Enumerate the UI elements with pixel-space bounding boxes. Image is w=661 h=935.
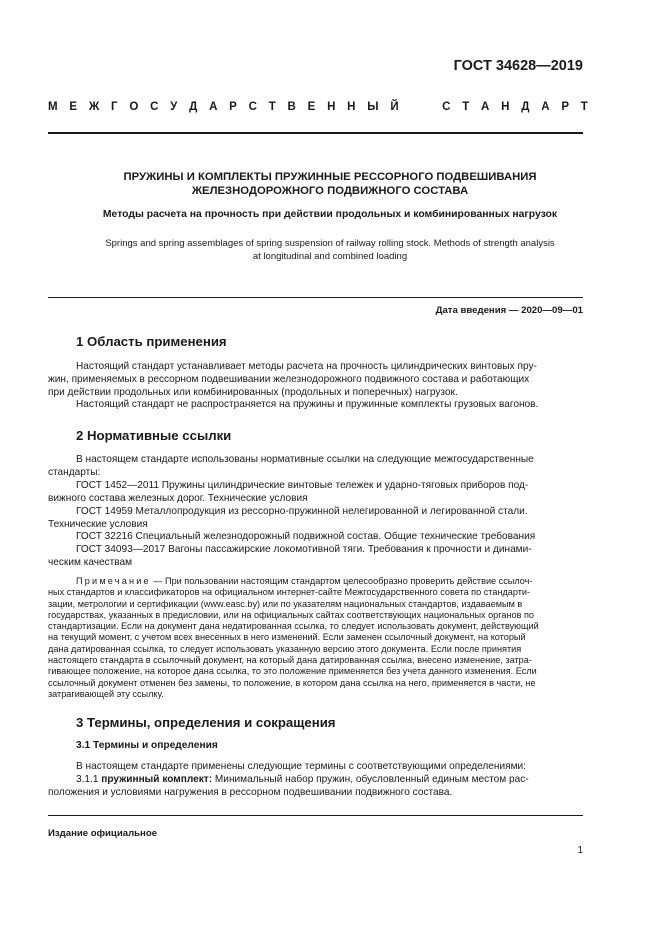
note-line: ных стандартов и классификаторов на официальном интернет-сайте Межгосударственного совета по стандарти-: [48, 587, 531, 598]
introduction-date: Дата введения — 2020—09—01: [435, 305, 583, 316]
banner-letter: Т: [462, 101, 470, 113]
banner-letter: А: [481, 101, 490, 113]
banner-letter: У: [170, 101, 178, 113]
banner-letter: М: [48, 101, 58, 113]
text-line: Настоящий стандарт устанавливает методы расчета на прочность цилиндрических винтовых пру-: [76, 361, 537, 372]
note-line: затрагивающей эту ссылку.: [48, 688, 164, 699]
text-line: В настоящем стандарте применены следующие термины с соответствующими определениями:: [76, 761, 526, 772]
section-1-paragraph-1: [48, 361, 583, 400]
footer-rule: [48, 815, 583, 816]
note-line: государствах, указанных в предисловии, или на официальных сайтах соответствующих национальных органов по: [48, 609, 534, 620]
banner-letter: С: [248, 101, 257, 113]
note-line: настоящего стандарта в ссылочный документ, на который дана датированная ссылка, внесено изменение, затра-: [48, 655, 532, 666]
banner-letter: Е: [307, 101, 316, 113]
banner-letter: Р: [561, 101, 569, 113]
note-line: дана датированная ссылка, то следует использовать указанную версию этого документа. Если после принятия: [48, 643, 522, 654]
note-label: Примечание: [76, 576, 151, 586]
page-number: 1: [577, 845, 583, 856]
reference-line: вижного состава железных дорог. Технические условия: [48, 492, 308, 504]
reference-line: ГОСТ 34093—2017 Вагоны пассажирские локомотивной тяги. Требования к прочности и динами-: [76, 544, 532, 556]
section-3-heading: 3 Термины, определения и сокращения: [76, 715, 336, 730]
reference-line: ческим качествам: [48, 557, 133, 569]
term-definition: положения и условиями нагружения в рессорном подвешивании подвижного состава.: [48, 786, 453, 798]
banner-letter: Д: [189, 101, 198, 113]
reference-line: Технические условия: [48, 518, 148, 530]
banner-letter: Ж: [88, 101, 100, 113]
banner-letter: Т: [268, 101, 276, 113]
banner-letter: Р: [229, 101, 237, 113]
section-2-heading: 2 Нормативные ссылки: [76, 428, 232, 443]
official-edition: Издание официальное: [48, 828, 158, 839]
banner-letter: Н: [327, 101, 336, 113]
title-rule: [48, 297, 583, 298]
banner-letter: В: [287, 101, 296, 113]
text-line: при действии продольных или комбинированных (продольных и поперечных) нагрузок.: [48, 386, 458, 398]
text-line: жин, применяемых в рессорном подвешивании железнодорожного подвижного состава и работающих: [48, 373, 530, 385]
note-line: на текущий момент, с учетом всех внесенных в него изменений. Если заменен ссылочный документ, на который: [48, 632, 526, 643]
term-name: пружинный комплект:: [101, 773, 213, 785]
banner-letter: Д: [521, 101, 530, 113]
note-line: — При пользовании настоящим стандартом целесообразно проверить действие ссылоч-: [150, 576, 533, 586]
section-1-paragraph-2: [48, 399, 583, 412]
note-line: зации, метрологии и сертификации (www.easc.by) или по указателям национальных стандартов, издаваемым в: [48, 598, 523, 609]
banner-letter: Н: [501, 101, 510, 113]
banner-letter: Е: [69, 101, 78, 113]
term-number: 3.1.1: [76, 773, 102, 785]
note-line: ссылочный документ отменен без замены, то положение, в котором дана ссылка на него, применяется в части, не: [48, 677, 536, 688]
banner-gap: [410, 101, 430, 113]
reference-note: [48, 576, 583, 700]
header-rule: [48, 132, 583, 134]
banner-letter: Ы: [367, 101, 379, 113]
text-line: Настоящий стандарт не распространяется на пружины и пружинные комплекты грузовых вагонов.: [76, 399, 539, 410]
document-title: [60, 170, 600, 198]
section-3-paragraph: [48, 761, 583, 800]
note-line: стандартизации. Если на документ дана недатированная ссылка, то следует использовать документ, действующий: [48, 621, 539, 632]
english-title-line: at longitudinal and combined loading: [252, 251, 408, 262]
banner-letter: Н: [347, 101, 356, 113]
title-line: ЖЕЛЕЗНОДОРОЖНОГО ПОДВИЖНОГО СОСТАВА: [191, 185, 469, 197]
banner-letter: О: [129, 101, 139, 113]
term-definition: Минимальный набор пружин, обусловленный единым местом рас-: [212, 773, 529, 785]
title-line: ПРУЖИНЫ И КОМПЛЕКТЫ ПРУЖИННЫЕ РЕССОРНОГО ПОДВЕШИВАНИЯ: [123, 171, 537, 183]
text-line: стандарты:: [48, 466, 101, 478]
english-title: [60, 237, 600, 263]
banner-letter: А: [541, 101, 550, 113]
standard-banner: [48, 101, 588, 113]
banner-letter: Т: [580, 101, 588, 113]
document-subtitle: Методы расчета на прочность при действии продольных и комбинированных нагрузок: [102, 209, 558, 220]
reference-line: ГОСТ 14959 Металлопродукция из рессорно-пружинной нелегированной и легированной стали.: [76, 505, 528, 517]
reference-line: ГОСТ 32216 Специальный железнодорожный подвижной состав. Общие технические требования: [76, 531, 536, 543]
text-line: В настоящем стандарте использованы нормативные ссылки на следующие межгосударственные: [76, 454, 534, 465]
section-1-heading: 1 Область применения: [76, 334, 227, 349]
doc-number: ГОСТ 34628—2019: [453, 58, 583, 74]
english-title-line: Springs and spring assemblages of spring suspension of railway rolling stock. Methods of strength analysis: [105, 238, 555, 249]
reference-line: ГОСТ 1452—2011 Пружины цилиндрические винтовые тележек и ударно-тяговых приборов под-: [76, 479, 529, 491]
section-2-references: [48, 454, 583, 570]
banner-letter: Г: [111, 101, 118, 113]
banner-letter: С: [442, 101, 451, 113]
banner-letter: А: [209, 101, 218, 113]
banner-letter: С: [150, 101, 159, 113]
section-3-1-heading: 3.1 Термины и определения: [76, 740, 218, 751]
note-line: гивающее положение, на которое дана ссылка, то это положение применяется без учета данного изменения. Если: [48, 666, 537, 677]
banner-letter: Й: [390, 101, 399, 113]
